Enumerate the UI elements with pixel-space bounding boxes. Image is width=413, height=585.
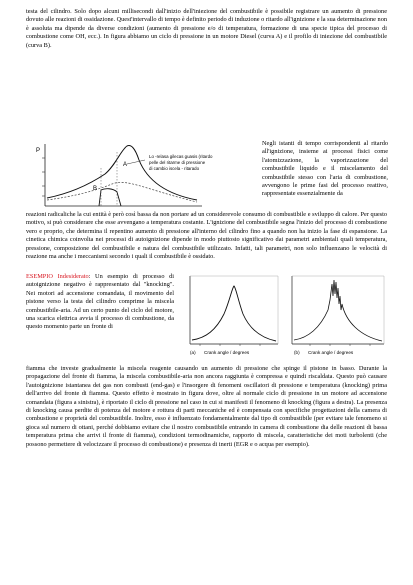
paragraph-knocking-full: fiamma che investe gradualmente la miscela reagente causando un aumento di pressione che spinge il pistone in basso. Durante la propagazione del fronte di fiamma, la miscela combustibile-aria non ancora raggiunta è compressa e quindi riscaldata. Questo può causare l'autoignizione istantanea dei gas non combusti (end-gas) e l'insorgere di fenomeni oscillatori di pressione e temperatura (knocking) prima dell'arrivo del fronte di fiamma. Questo effetto è mostrato in figura dove, oltre al normale ciclo di pressione in un motore ad accensione comandata (figura a sinistra), è riportato il ciclo di pressione nel caso in cui si manifesti il fenomeno di knocking (figura a destra). La presenza di knocking causa perdite di potenza del motore e rottura di parti meccaniche ed è compensata con specifiche progettazioni della camera di combustione e proprietà del combustibile. Inoltre, esso è influenzato fondamentalmente dal tipo di combustibile (per evitare tale fenomeno si gioca sul numero di ottani, perché dobbiamo evitare che il nostro combustibile entrando in camera di combustione dia delle reazioni di bassa temperatura prima che arrivi il fronte di fiamma), condizioni termodinamiche, rapporto di miscela, caratteristiche dei moti turbolenti (che possono permettere di velocizzare il processo di combustione) e presenza di inerti (EGR e o acqua per esempio).	[26, 365, 387, 448]
caption-a-prefix: (a)	[190, 350, 196, 355]
knocking-svg	[180, 270, 390, 358]
knocking-side-text: : Un esempio di processo di autoignizione negativo è rappresentato dal "knocking". Nei motori ad accensione comandata, il movimento del pistone verso la testa del cilindro comprime la miscela combustibile-aria. Ad un certo punto del ciclo del motore, una scarica elettrica avvia il processo di combustione, da questo momento parte un fronte di	[26, 273, 174, 331]
caption-a: Crank angle / degrees	[204, 350, 250, 355]
paragraph-ignition-full: reazioni radicaliche la cui entità è però così bassa da non portare ad un considerevole consumo di combustibile e sviluppo di calore. Per questo motivo, si può considerare che esse avvengano a temperatura costante. L'ignizione del combustibile segna l'inizio del processo di combustione vero e proprio, che determina il repentino aumento di pressione all'interno del cilindro fino a quando non ha inizio la fase di espansione. La cinetica chimica coinvolta nei processi di autoignizione dipende in modo piuttosto significativo dai parametri ambientali quali temperatura, pressione, composizione del combustibile e natura del combustibile utilizzato. Infatti, tali parametri, non solo influenzano le velocità di reazione ma anche i meccanismi secondo i quali il combustibile è ossidato.	[26, 211, 387, 261]
example-label: ESEMPIO	[26, 273, 53, 280]
diesel-cycle-svg	[27, 138, 257, 214]
paragraph-induction-delay: testa del cilindro. Solo dopo alcuni millisecondi dall'inizio dell'iniezione del combustibile è possibile registrare un aumento di pressione dovuto alle reazioni di ossidazione. Quest'intervallo di tempo è definito periodo di induzione o ritardo all'ignizione e la sua determinazione non è assoluta ma dipende da diverse condizioni (aumento di pressione e/o di temperatura, formazione di una specie tipica del processo di combustione come OH, ecc.). In figura abbiamo un ciclo di pressione in un motore Diesel (curva A) e il profilo di iniezione del combustibile (curva B).	[26, 8, 387, 49]
annotation-line-1: Lo -relasa gilecas guasis (ritardo	[149, 154, 213, 159]
figure-label-p: P	[36, 148, 41, 154]
figure-knocking-cycles	[180, 270, 390, 358]
figure-label-a: A	[123, 162, 128, 168]
figure-diesel-pressure-cycle	[27, 138, 257, 214]
paragraph-ignition-side: Negli istanti di tempo corrispondenti al ritardo all'ignizione, insieme ai processi fisici come l'atomizzazione, la vaporizzazione del combustibile liquido e il miscelamento del combustibile stesso con l'aria di combustione, avvengono le prime fasi del processo reattivo, rappresentate essenzialmente da	[262, 140, 388, 198]
annotation-line-3: di cambio iscela - ritarado	[149, 166, 200, 171]
annotation-line-2: pelle del ritarme di pressione	[149, 160, 206, 165]
figure-label-b: B	[93, 186, 98, 192]
paragraph-knocking-side	[26, 273, 174, 332]
example-title: Indesiderato	[57, 273, 89, 280]
caption-b-prefix: (b)	[294, 350, 300, 355]
caption-b: Crank angle / degrees	[308, 350, 354, 355]
